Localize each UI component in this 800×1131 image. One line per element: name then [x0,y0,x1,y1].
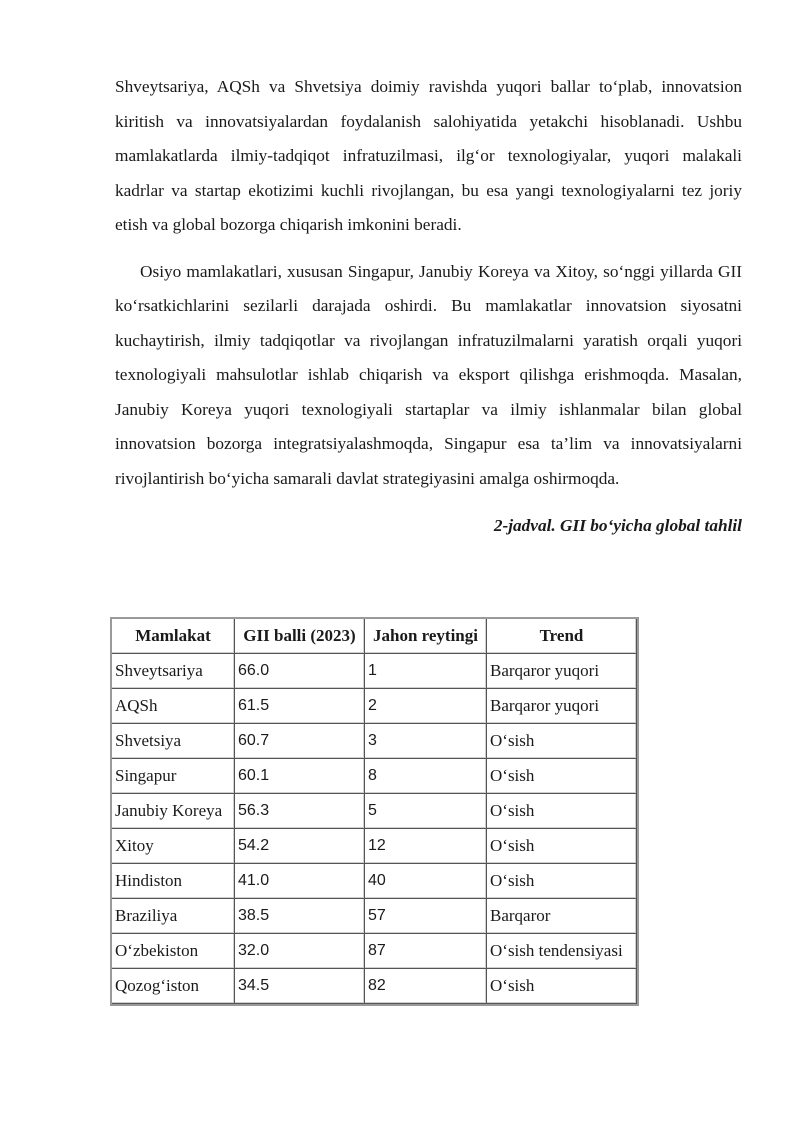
paragraph-leaders: Shveytsariya, AQSh va Shvetsiya doimiy ravishda yuqori ballar to‘plab, innovatsion kiritish va innovatsiyalardan foydalanish salohiyatida yetakchi hisoblanadi. Ushbu mamlakatlarda ilmiy-tadqiqot infratuzilmasi, ilg‘or texnologiyalar, yuqori malakali kadrlar va startap ekotizimi kuchli rivojlangan, bu esa yangi texnologiyalarni tez joriy etish va global bozorga chiqarish imkonini beradi. [115,77,742,234]
cell-world-rank: 12 [365,829,487,864]
cell-country: Shvetsiya [112,724,235,759]
table-row [112,899,637,934]
cell-gii-score: 32.0 [235,934,365,969]
cell-trend: Barqaror yuqori [487,654,637,689]
header-trend: Trend [487,619,637,654]
cell-gii-score: 60.1 [235,759,365,794]
cell-country: Shveytsariya [112,654,235,689]
cell-world-rank: 87 [365,934,487,969]
cell-gii-score: 34.5 [235,969,365,1004]
cell-world-rank: 57 [365,899,487,934]
cell-country: Qozog‘iston [112,969,235,1004]
table-row [112,759,637,794]
cell-world-rank: 1 [365,654,487,689]
cell-country: Xitoy [112,829,235,864]
cell-gii-score: 56.3 [235,794,365,829]
header-gii-score: GII balli (2023) [235,619,365,654]
cell-world-rank: 82 [365,969,487,1004]
cell-world-rank: 40 [365,864,487,899]
cell-trend: Barqaror yuqori [487,689,637,724]
cell-trend: O‘sish [487,794,637,829]
cell-country: AQSh [112,689,235,724]
table-row [112,654,637,689]
cell-trend: O‘sish [487,829,637,864]
document-page [115,70,742,543]
cell-trend: O‘sish [487,759,637,794]
cell-country: O‘zbekiston [112,934,235,969]
cell-trend: O‘sish [487,969,637,1004]
cell-gii-score: 38.5 [235,899,365,934]
header-country: Mamlakat [112,619,235,654]
table-row [112,724,637,759]
paragraph-asia: Osiyo mamlakatlari, xususan Singapur, Janubiy Koreya va Xitoy, so‘nggi yillarda GII ko‘rsatkichlarini sezilarli darajada oshirdi. Bu mamlakatlar innovatsion siyosatni kuchaytirish, ilmiy tadqiqotlar va rivojlangan infratuzilmalarni yaratish orqali yuqori texnologiyali mahsulotlar ishlab chiqarish va eksport qilishga erishmoqda. Masalan, Janubiy Koreya yuqori texnologiyali startaplar va ilmiy ishlanmalar bilan global innovatsion bozorga integratsiyalashmoqda, Singapur esa ta’lim va innovatsiyalarni rivojlantirish bo‘yicha samarali davlat strategiyasini amalga oshirmoqda. [115,261,742,488]
table-row [112,934,637,969]
cell-country: Braziliya [112,899,235,934]
cell-trend: O‘sish tendensiyasi [487,934,637,969]
cell-country: Singapur [112,759,235,794]
table-header-row [112,619,637,654]
table-row [112,969,637,1004]
cell-world-rank: 3 [365,724,487,759]
cell-gii-score: 41.0 [235,864,365,899]
cell-trend: Barqaror [487,899,637,934]
cell-trend: O‘sish [487,864,637,899]
cell-world-rank: 5 [365,794,487,829]
table-row [112,794,637,829]
table-row [112,864,637,899]
cell-gii-score: 66.0 [235,654,365,689]
cell-country: Hindiston [112,864,235,899]
cell-gii-score: 54.2 [235,829,365,864]
cell-world-rank: 8 [365,759,487,794]
cell-world-rank: 2 [365,689,487,724]
cell-country: Janubiy Koreya [112,794,235,829]
gii-table [110,617,639,1006]
header-world-rank: Jahon reytingi [365,619,487,654]
cell-gii-score: 61.5 [235,689,365,724]
cell-trend: O‘sish [487,724,637,759]
table-row [112,689,637,724]
table-caption: 2-jadval. GII bo‘yicha global tahlil [493,516,742,535]
table-row [112,829,637,864]
cell-gii-score: 60.7 [235,724,365,759]
